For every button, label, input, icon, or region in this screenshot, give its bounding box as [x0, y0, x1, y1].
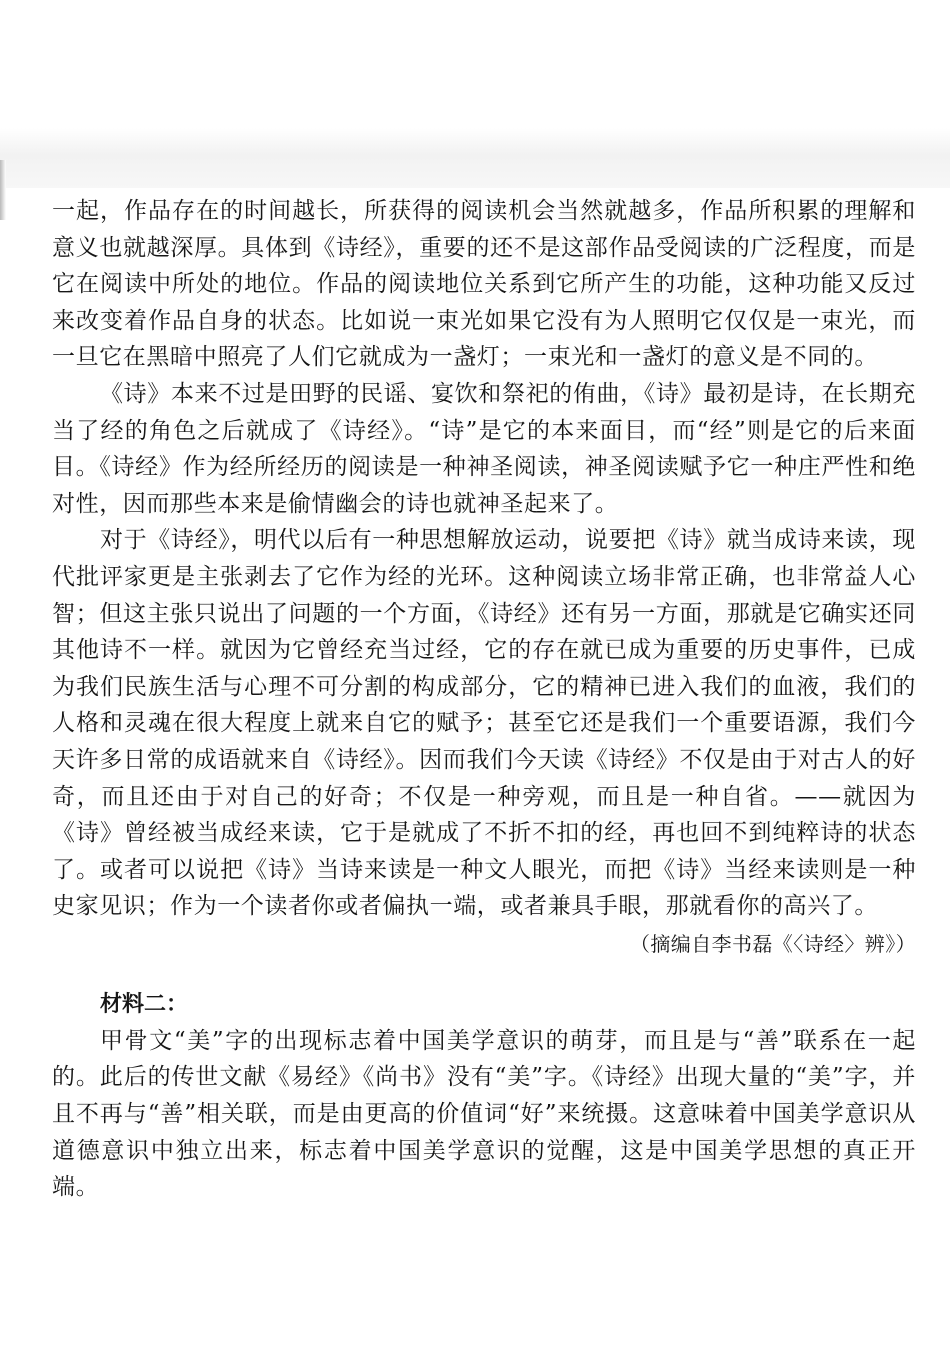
text-content [52, 193, 916, 1201]
material-one-paragraph-2: 《诗》本来不过是田野的民谣、宴饮和祭祀的侑曲，《诗》最初是诗，在长期充当了经的角色之后就成了《诗经》。“诗”是它的本来面目，而“经”则是它的后来面目。《诗经》作为经所经历的阅读是一种神圣阅读，神圣阅读赋予它一种庄严性和绝对性，因而那些本来是偷情幽会的诗也就神圣起来了。 [52, 380, 916, 517]
material-two-heading: 材料二： [100, 991, 189, 1017]
material-two [52, 987, 916, 1201]
scan-shadow-band [0, 128, 950, 188]
material-one [52, 193, 916, 959]
scan-edge-shadow [0, 160, 6, 220]
material-one-paragraph-3: 对于《诗经》，明代以后有一种思想解放运动，说要把《诗》就当成诗来读，现代批评家更是主张剥去了它作为经的光环。这种阅读立场非常正确，也非常益人心智；但这主张只说出了问题的一个方面，《诗经》还有另一方面，那就是它确实还同其他诗不一样。就因为它曾经充当过经，它的存在就已成为重要的历史事件，已成为我们民族生活与心理不可分割的构成部分，它的精神已进入我们的血液，我们的人格和灵魂在很大程度上就来自它的赋予；甚至它还是我们一个重要语源，我们今天许多日常的成语就来自《诗经》。因而我们今天读《诗经》不仅是由于对古人的好奇，而且还由于对自己的好奇；不仅是一种旁观，而且是一种自省。——就因为《诗》曾经被当成经来读，它于是就成了不折不扣的经，再也回不到纯粹诗的状态了。或者可以说把《诗》当诗来读是一种文人眼光，而把《诗》当经来读则是一种史家见识；作为一个读者你或者偏执一端，或者兼具手眼，那就看你的高兴了。 [52, 527, 916, 920]
source-citation: （摘编自李书磊《〈诗经〉辨》） [630, 931, 916, 956]
material-one-paragraph-1: 一起，作品存在的时间越长，所获得的阅读机会当然就越多，作品所积累的理解和意义也就越深厚。具体到《诗经》，重要的还不是这部作品受阅读的广泛程度，而是它在阅读中所处的地位。作品的阅读地位关系到它所产生的功能，这种功能又反过来改变着作品自身的状态。比如说一束光如果它没有为人照明它仅仅是一束光，而一旦它在黑暗中照亮了人们它就成为一盏灯；一束光和一盏灯的意义是不同的。 [52, 198, 916, 371]
material-two-clipped-area [52, 1023, 916, 1201]
material-two-paragraph: 甲骨文“美”字的出现标志着中国美学意识的萌芽，而且是与“善”联系在一起的。此后的传世文献《易经》《尚书》没有“美”字。《诗经》出现大量的“美”字，并且不再与“善”相关联，而是由更高的价值词“好”来统摄。这意味着中国美学意识从道德意识中独立出来，标志着中国美学意识的觉醒，这是中国美学思想的真正开端。 [52, 1027, 916, 1201]
